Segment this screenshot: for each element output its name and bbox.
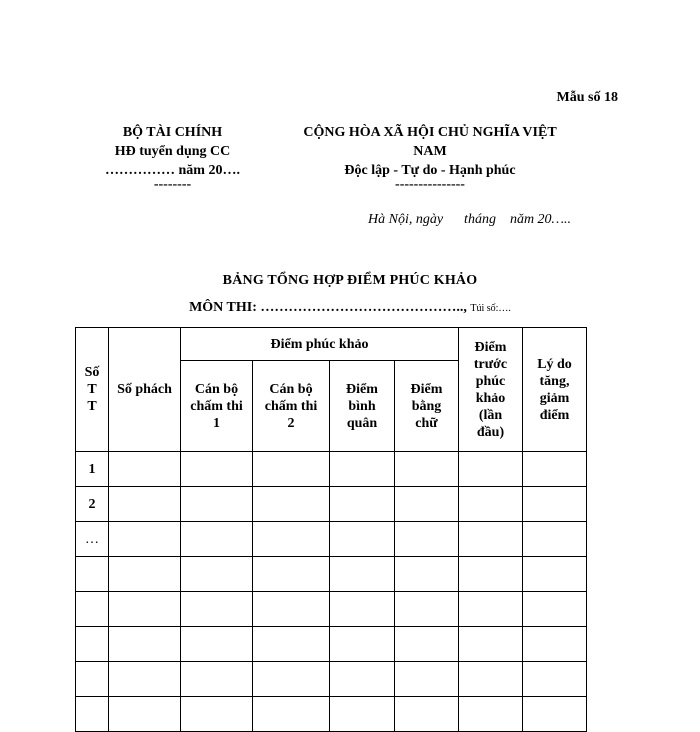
- right-underline: ---------------: [395, 177, 465, 192]
- header-grader-1: Cán bộ chấm thi 1: [181, 361, 253, 452]
- row-number: 1: [76, 452, 109, 487]
- score-table: [75, 327, 587, 732]
- national-header: [280, 123, 580, 190]
- motto: Độc lập - Tự do - Hạnh phúc: [344, 163, 516, 178]
- left-underline: --------: [153, 177, 192, 192]
- header-average: Điểm bình quân: [330, 361, 395, 452]
- bag-number: Túi số:….: [470, 303, 511, 314]
- header-review-group: Điểm phúc khảo: [181, 328, 459, 361]
- row-number: [76, 697, 109, 732]
- place-date: Hà Nội, ngày tháng năm 20…..: [368, 212, 571, 227]
- form-number: Mẫu số 18: [556, 90, 618, 105]
- table-row: [76, 627, 587, 662]
- table-row: [76, 452, 587, 487]
- row-number: [76, 592, 109, 627]
- table-row: [76, 487, 587, 522]
- header-reason: Lý do tăng, giảm điểm: [523, 328, 587, 452]
- table-row: [76, 522, 587, 557]
- row-number: [76, 662, 109, 697]
- year-line: …………… năm 20….: [105, 163, 240, 178]
- table-row: [76, 592, 587, 627]
- row-number: …: [76, 522, 109, 557]
- header-stt: Số T T: [76, 328, 109, 452]
- subject-label: MÔN THI: ……………………………………..,: [189, 300, 467, 315]
- issuing-authority-header: [85, 123, 260, 190]
- row-number: [76, 557, 109, 592]
- header-score-words: Điểm bằng chữ: [395, 361, 459, 452]
- council-name: HĐ tuyển dụng CC: [114, 144, 231, 159]
- subject-line: [120, 300, 580, 316]
- country-name-line1: CỘNG HÒA XÃ HỘI CHỦ NGHĨA VIỆT: [303, 125, 557, 140]
- header-grader-2: Cán bộ chấm thi 2: [253, 361, 330, 452]
- table-row: [76, 697, 587, 732]
- document-title: BẢNG TỔNG HỢP ĐIỂM PHÚC KHẢO: [222, 273, 478, 288]
- row-number: [76, 627, 109, 662]
- table-row: [76, 557, 587, 592]
- country-name-line2: NAM: [413, 144, 447, 159]
- header-phach: Số phách: [109, 328, 181, 452]
- table-row: [76, 662, 587, 697]
- row-number: 2: [76, 487, 109, 522]
- ministry-name: BỘ TÀI CHÍNH: [122, 125, 223, 140]
- header-before-review: Điểm trước phúc khảo (lần đầu): [459, 328, 523, 452]
